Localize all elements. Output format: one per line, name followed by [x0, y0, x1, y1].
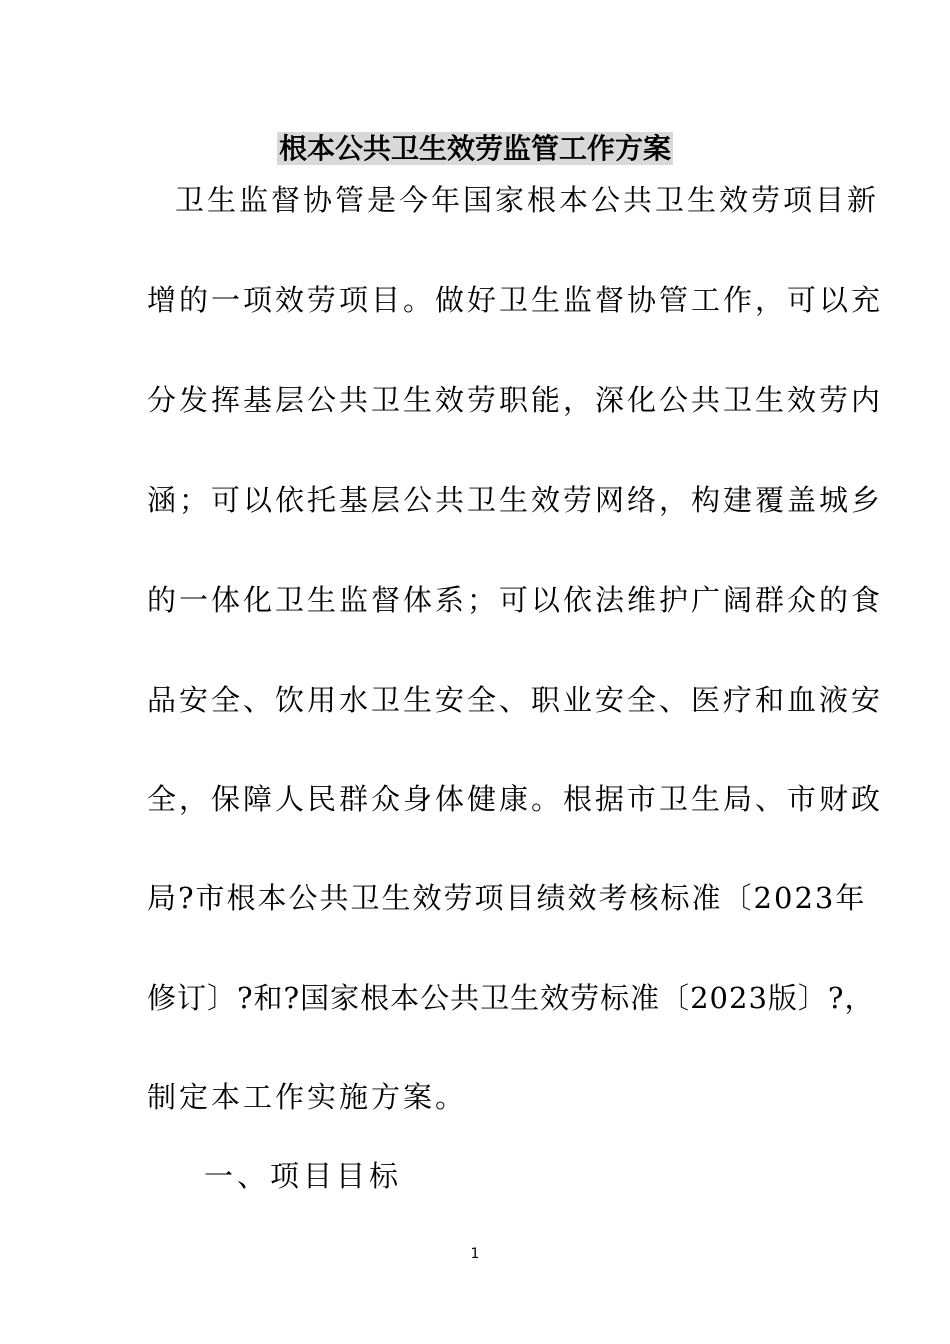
- paragraph-line: 品安全、饮用水卫生安全、职业安全、医疗和血液安: [147, 683, 884, 717]
- paragraph-line: 分发挥基层公共卫生效劳职能，深化公共卫生效劳内: [147, 383, 884, 417]
- paragraph-line: 增的一项效劳项目。做好卫生监督协管工作，可以充: [147, 283, 884, 317]
- paragraph-line: 制定本工作实施方案。: [147, 1080, 468, 1114]
- section-heading: 一、项目目标: [204, 1159, 403, 1193]
- paragraph-line: 局?市根本公共卫生效劳项目绩效考核标准〔2023年: [147, 881, 867, 915]
- page-number: 1: [470, 1246, 480, 1262]
- document-title: [0, 129, 950, 169]
- paragraph-line: 涵；可以依托基层公共卫生效劳网络，构建覆盖城乡: [147, 483, 884, 517]
- paragraph-line: 的一体化卫生监督体系；可以依法维护广阔群众的食: [147, 583, 884, 617]
- document-title-text: 根本公共卫生效劳监管工作方案: [278, 132, 671, 165]
- paragraph-line: 全，保障人民群众身体健康。根据市卫生局、市财政: [147, 782, 884, 816]
- paragraph-line: 卫生监督协管是今年国家根本公共卫生效劳项目新: [175, 183, 880, 217]
- paragraph-line: 修订〕?和?国家根本公共卫生效劳标准〔2023版〕?，: [147, 981, 875, 1015]
